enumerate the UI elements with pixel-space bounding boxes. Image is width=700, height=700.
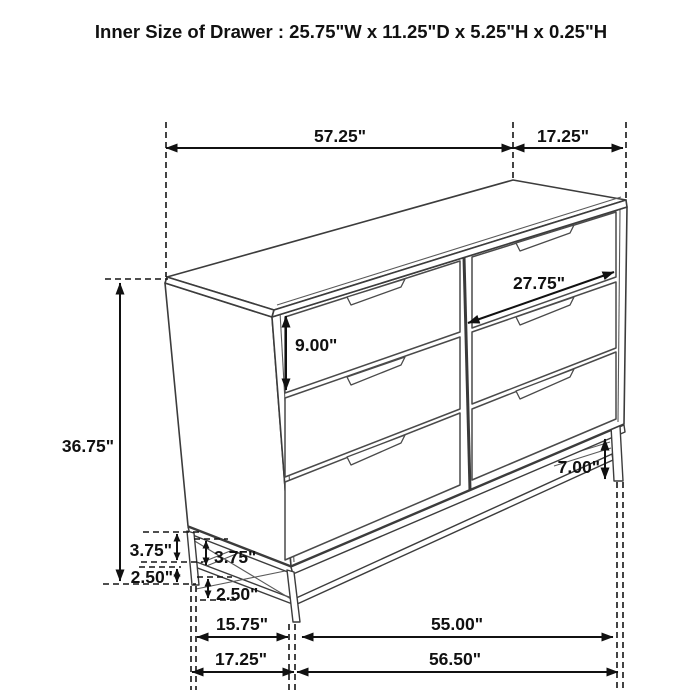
dim-base-depth-inner	[197, 614, 288, 637]
dim-top-depth	[513, 126, 623, 148]
dim-top-width	[166, 126, 513, 148]
dim-base-depth-outer-label: 17.25"	[214, 649, 268, 669]
dim-rail-gap-inner-label: 3.75"	[214, 547, 257, 567]
dim-base-width-inner-label: 55.00"	[430, 614, 484, 634]
page-title: Inner Size of Drawer : 25.75"W x 11.25"D x 5.25"H x 0.25"H	[94, 21, 608, 42]
dim-top-width-label: 57.25"	[313, 126, 367, 146]
dim-base-depth-outer	[192, 649, 294, 672]
dim-drawer-height-label: 9.00"	[295, 335, 338, 355]
dim-floor-clearance-outer-label: 2.50"	[130, 567, 173, 587]
dim-top-depth-label: 17.25"	[536, 126, 590, 146]
front-left-leg	[287, 570, 300, 622]
dim-drawer-width-label: 27.75"	[512, 273, 566, 293]
dim-base-width-inner	[302, 614, 613, 637]
dim-overall-height-label: 36.75"	[61, 436, 114, 456]
dim-overall-height	[62, 283, 120, 581]
dim-base-width-outer-label: 56.50"	[428, 649, 482, 669]
dim-floor-clearance-outer	[131, 567, 177, 587]
dim-rail-gap-outer	[130, 534, 177, 560]
dim-leg-height-label: 7.00"	[557, 457, 600, 477]
dim-base-depth-inner-label: 15.75"	[215, 614, 269, 634]
dim-floor-clearance-inner-label: 2.50"	[216, 584, 259, 604]
dim-base-width-outer	[297, 649, 618, 672]
cabinet	[165, 180, 627, 566]
dim-rail-gap-outer-label: 3.75"	[129, 540, 172, 560]
